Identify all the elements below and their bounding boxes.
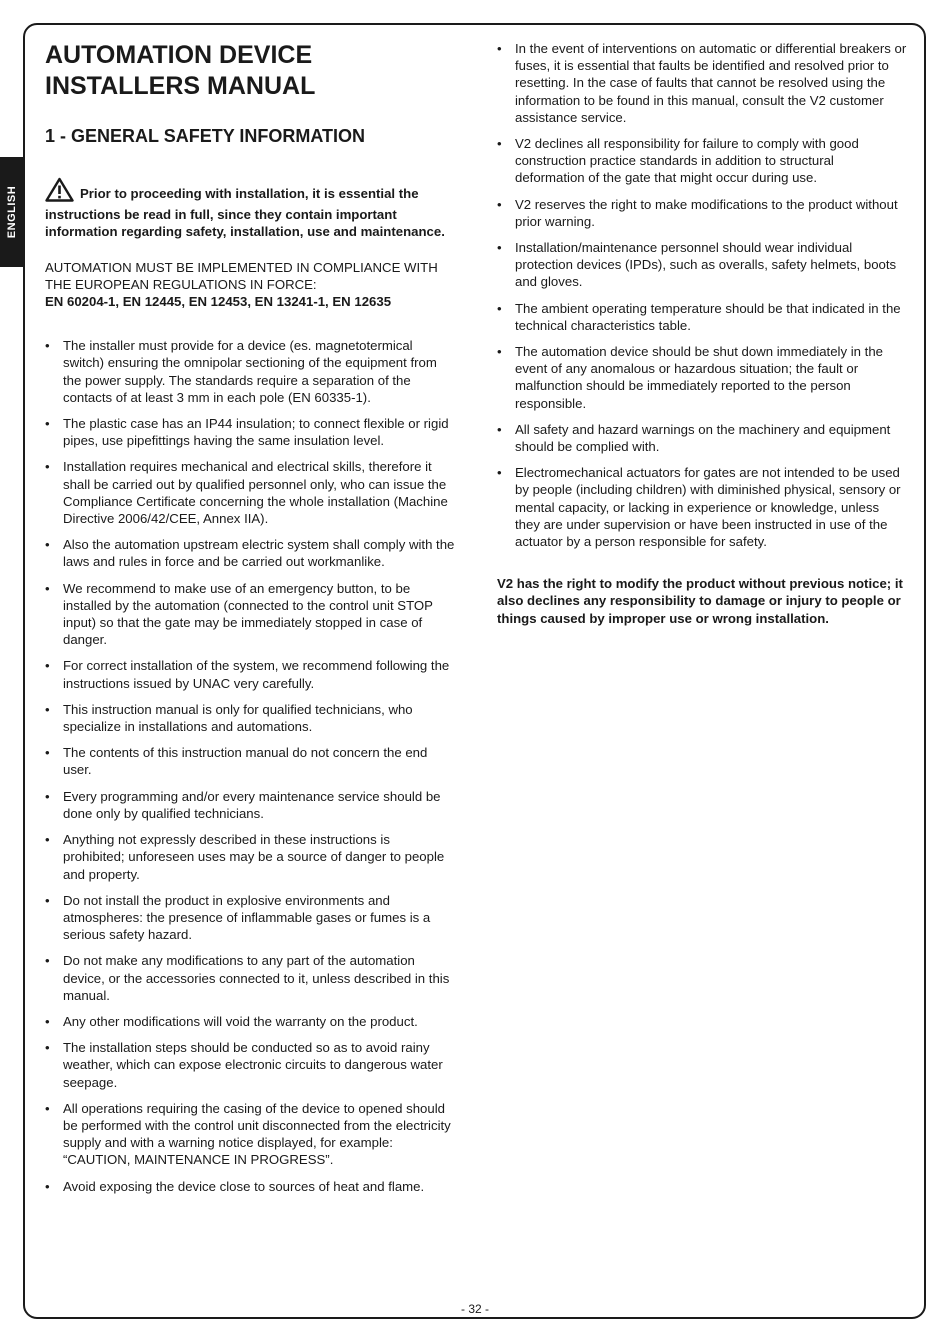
page-number: - 32 - [460,1302,489,1316]
bullet-icon: • [497,136,502,152]
bullet-icon: • [45,338,50,354]
compliance-text: AUTOMATION MUST BE IMPLEMENTED IN COMPLIANCE WITH THE EUROPEAN REGULATIONS IN FORCE: [45,259,438,292]
list-item-text: Installation/maintenance personnel should wear individual protection devices (IPDs), such as overalls, safety helmets, boots and gloves. [515,240,897,290]
closing-statement: V2 has the right to modify the product without previous notice; it also declines any responsibility to damage or injury to people or things caused by improper use or wrong installation. [497,576,903,626]
warning-block [45,177,455,241]
list-item-text: Any other modifications will void the warranty on the product. [63,1013,418,1029]
section-title: 1 - GENERAL SAFETY INFORMATION [45,126,366,146]
bullet-icon: • [45,745,50,761]
list-item-text: Every programming and/or every maintenance service should be done only by qualified technicians. [63,788,441,821]
bullet-icon: • [45,658,50,674]
bullet-icon: • [497,465,502,481]
bullet-icon: • [45,832,50,848]
list-item [45,1100,455,1169]
list-item [45,831,455,883]
left-safety-list [45,337,455,1195]
list-item-text: Anything not expressly described in these instructions is prohibited; unforeseen uses may be a source of danger to people and property. [63,832,445,882]
bullet-icon: • [497,421,502,437]
document-title [45,40,455,102]
bullet-icon: • [497,240,502,256]
bullet-icon: • [45,416,50,432]
list-item-text: Also the automation upstream electric system shall comply with the laws and rules in force and be carried out workmanlike. [63,537,455,570]
list-item [45,337,455,406]
language-tab [0,157,23,267]
warning-triangle-icon [45,177,74,206]
warning-text: Prior to proceeding with installation, it is essential the instructions be read in full, since they contain important information regarding safety, installation, use and maintenance. [45,186,445,240]
list-item [497,196,907,230]
list-item-text: This instruction manual is only for qualified technicians, who specialize in installations and automations. [63,701,413,735]
bullet-icon: • [45,788,50,804]
title-line-2: INSTALLERS MANUAL [45,72,316,100]
list-item [45,1178,455,1195]
list-item-text: V2 declines all responsibility for failure to comply with good construction practice standards in addition to structural deformation of the gate that might occur during use. [515,136,859,186]
list-item-text: V2 reserves the right to make modifications to the product without prior warning. [515,196,898,229]
compliance-norms: EN 60204-1, EN 12445, EN 12453, EN 13241-1, EN 12635 [45,294,392,310]
right-safety-list [497,40,907,550]
list-item [497,40,907,126]
list-item [45,536,455,570]
bullet-icon: • [45,1178,50,1194]
list-item-text: Do not install the product in explosive environments and atmospheres: the presence of inflammable gases or fumes is a serious safety hazard. [63,892,431,943]
list-item [497,135,907,187]
list-item-text: In the event of interventions on automatic or differential breakers or fuses, it is essential that faults be identified and resolved prior to resetting. In the case of faults that cannot be resolved using the information to be found in this manual, consult the V2 customer assistance service. [515,41,907,125]
list-item-text: Installation requires mechanical and electrical skills, therefore it shall be carried out by qualified personnel only, who can issue the Compliance Certificate concerning the whole installation (Machine Directive 2006/42/CEE, Annex IIA). [63,459,448,527]
bullet-icon: • [45,537,50,553]
list-item [45,952,455,1004]
list-item-text: The ambient operating temperature should be that indicated in the technical characteristics table. [515,300,901,333]
list-item-text: The plastic case has an IP44 insulation; to connect flexible or rigid pipes, use pipefittings having the same insulation level. [63,416,449,449]
list-item [497,343,907,412]
list-item-text: All safety and hazard warnings on the machinery and equipment should be complied with. [515,421,891,455]
compliance-block [45,259,455,311]
list-item [497,239,907,291]
list-item [497,421,907,455]
list-item-text: For correct installation of the system, we recommend following the instructions issued by UNAC very carefully. [63,658,450,691]
list-item [45,1013,455,1030]
bullet-icon: • [45,892,50,908]
list-item [497,464,907,550]
bullet-icon: • [45,580,50,596]
list-item-text: The installation steps should be conducted so as to avoid rainy weather, which can expose electronic circuits to dangerous water seepage. [63,1040,443,1090]
bullet-icon: • [45,953,50,969]
bullet-icon: • [497,344,502,360]
bullet-icon: • [497,300,502,316]
left-column [45,40,455,1204]
bullet-icon: • [45,1013,50,1029]
list-item [45,657,455,691]
list-item-text: We recommend to make use of an emergency button, to be installed by the automation (connected to the control unit STOP input) so that the gate may be immediately stopped in case of danger. [63,580,433,648]
list-item-text: The installer must provide for a device (es. magnetotermical switch) ensuring the omnipolar sectioning of the equipment from the power supply. The standards require a separation of the contacts of at least 3 mm in each pole (EN 60335-1). [63,338,437,405]
list-item-text: The contents of this instruction manual do not concern the end user. [63,745,428,778]
list-item-text: All operations requiring the casing of the device to opened should be performed with the control unit disconnected from the electricity supply and with a warning notice displayed, for example: “CAUTION, MAINTENANCE IN PROGRESS”. [63,1100,451,1168]
right-column [497,40,907,627]
list-item-text: Do not make any modifications to any part of the automation device, or the accessories connected to it, unless described in this manual. [63,953,450,1003]
language-tab-label: ENGLISH [5,185,18,239]
bullet-icon: • [45,459,50,475]
list-item [45,1039,455,1091]
list-item [45,701,455,735]
list-item [45,415,455,449]
list-item [45,580,455,649]
list-item [45,744,455,778]
list-item-text: Avoid exposing the device close to sources of heat and flame. [63,1178,425,1194]
bullet-icon: • [45,1040,50,1056]
bullet-icon: • [497,196,502,212]
list-item [497,300,907,334]
bullet-icon: • [45,701,50,717]
list-item-text: Electromechanical actuators for gates are not intended to be used by people (including children) with diminished physical, sensory or mental capacity, or lacking in experience or knowledge, unless they are under supervision or have been instructed in use of the actuator by a person responsible for safety. [515,465,901,550]
list-item [45,458,455,527]
list-item-text: The automation device should be shut down immediately in the event of any anomalous or hazardous situation; the fault or malfunction should be immediately reported to the person responsible. [515,344,884,411]
bullet-icon: • [497,41,502,56]
bullet-icon: • [45,1100,50,1116]
title-line-1: AUTOMATION DEVICE [45,41,313,69]
list-item [45,892,455,944]
list-item [45,788,455,822]
